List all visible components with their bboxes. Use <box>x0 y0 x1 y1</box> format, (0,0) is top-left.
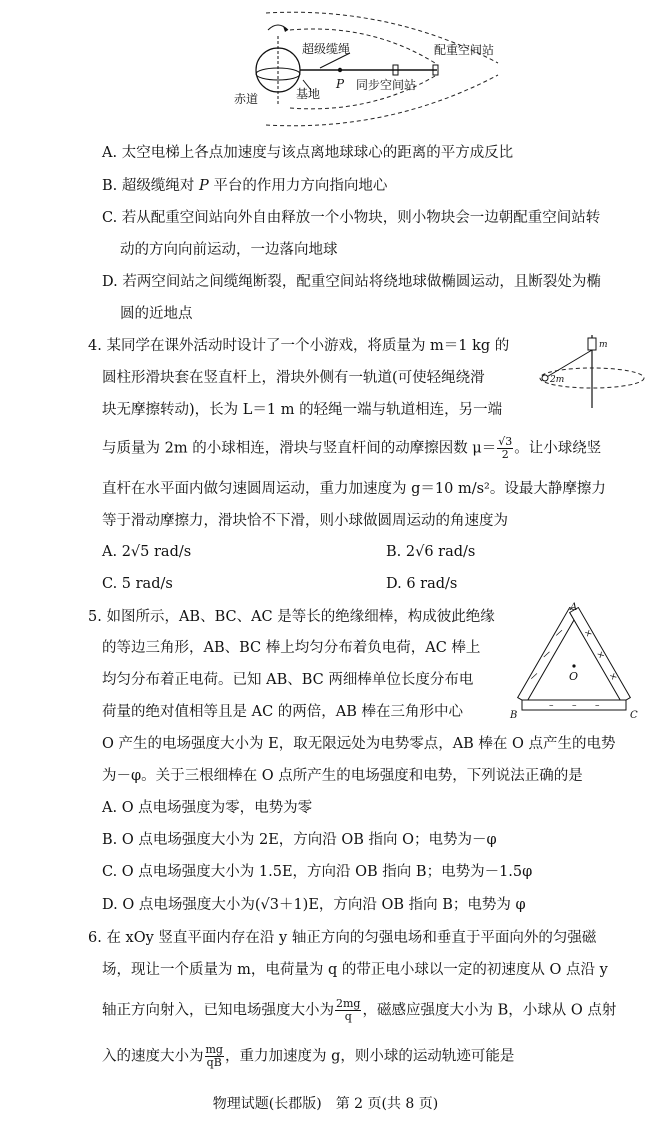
ball-shape <box>542 375 548 381</box>
label-c: C <box>630 710 638 721</box>
svg-text:/: / <box>542 650 551 661</box>
q5-stem-line2: 的等边三角形，AB、BC 棒上均匀分布着负电荷，AC 棒上 <box>102 640 481 656</box>
q5-stem-line5: O 产生的电场强度大小为 E，取无限远处为电势零点，AB 棒在 O 点产生的电势 <box>102 736 616 752</box>
q4-stem-line5: 直杆在水平面内做匀速圆周运动，重力加速度为 g＝10 m/s²。设最大静摩擦力 <box>102 481 606 497</box>
label-2m: 2m <box>550 375 565 385</box>
q4-option-c: C. 5 rad/s <box>102 576 173 592</box>
q6-stem-line3: 轴正方向射入，已知电场强度大小为 $\frac{2mg}{q}$ ，磁感应强度大小为 B，小球从 O 点射 <box>102 997 617 1024</box>
page-footer: 物理试题(长郡版) 第 2 页(共 8 页) <box>212 1096 439 1112</box>
q4-option-a: A. 2√5 rad/s <box>102 544 192 560</box>
label-cable: 超级缆绳 <box>302 42 351 56</box>
q5-stem-line1: 5. 如图所示，AB、BC、AC 是等长的绝缘细棒，构成彼此绝缘 <box>88 609 495 625</box>
label-m: m <box>599 340 608 350</box>
label-a: A <box>570 602 578 613</box>
rod-ac <box>570 608 631 703</box>
q4-stem-line2: 圆柱形滑块套在竖直杆上，滑块外侧有一轨道(可使轻绳绕滑 <box>102 370 485 386</box>
svg-text:×: × <box>582 627 595 641</box>
q5-option-a: A. O 点电场强度为零，电势为零 <box>102 800 313 816</box>
label-sync: 同步空间站 <box>356 78 417 92</box>
q5-stem-line6: 为－φ。关于三根细棒在 O 点所产生的电场强度和电势，下列说法正确的是 <box>102 768 583 784</box>
q4-stem-line4: 与质量为 2m 的小球相连，滑块与竖直杆间的动摩擦因数 μ＝ $\frac{√3}{2}$ 。让小球绕竖 <box>102 435 602 462</box>
q5-stem-line4: 荷量的绝对值相等且是 AC 的两倍，AB 棒在三角形中心 <box>102 704 464 720</box>
q4-rotating-ball-figure <box>537 330 647 410</box>
q3-option-d-line1: D. 若两空间站之间缆绳断裂，配重空间站将绕地球做椭圆运动，且断裂处为椭 <box>102 274 601 290</box>
slider-block <box>588 338 596 350</box>
q3-option-a: A. 太空电梯上各点加速度与该点离地球球心的距离的平方成反比 <box>102 145 514 161</box>
q6-stem-line1: 6. 在 xOy 竖直平面内存在沿 y 轴正方向的匀强电场和垂直于平面向外的匀强磁 <box>88 930 597 946</box>
q3-option-c-line2: 动的方向向前运动，一边落向地球 <box>120 242 338 258</box>
q4-stem-line1: 4. 某同学在课外活动时设计了一个小游戏，将质量为 m＝1 kg 的 <box>88 338 510 354</box>
svg-text:–: – <box>549 701 554 711</box>
svg-text:×: × <box>607 670 620 684</box>
label-b: B <box>510 710 518 721</box>
rod-ab <box>518 608 579 703</box>
q3-option-b: B. 超级缆绳对 P 平台的作用力方向指向地心 <box>102 178 388 194</box>
label-o: O <box>569 670 579 683</box>
q4-option-d: D. 6 rad/s <box>386 576 458 592</box>
svg-text:/: / <box>529 671 538 682</box>
q6-stem-line4: 入的速度大小为 $\frac{mg}{qB}$ ，重力加速度为 g，则小球的运动轨迹可能是 <box>102 1043 515 1070</box>
label-base: 基地 <box>296 87 321 101</box>
q5-option-b: B. O 点电场强度大小为 2E，方向沿 OB 指向 O；电势为－φ <box>102 832 497 848</box>
q5-stem-line3: 均匀分布着正电荷。已知 AB、BC 两细棒单位长度分布电 <box>102 672 474 688</box>
space-elevator-figure <box>230 8 510 130</box>
svg-text:–: – <box>595 701 600 711</box>
svg-text:/: / <box>554 628 563 639</box>
label-counterweight: 配重空间站 <box>434 43 495 57</box>
label-equator: 赤道 <box>234 92 259 106</box>
q5-option-c: C. O 点电场强度大小为 1.5E，方向沿 OB 指向 B；电势为－1.5φ <box>102 864 533 880</box>
svg-text:×: × <box>595 649 607 662</box>
q5-option-d: D. O 点电场强度大小为(√3＋1)E，方向沿 OB 指向 B；电势为 φ <box>102 897 526 913</box>
q3-option-d-line2: 圆的近地点 <box>120 306 193 322</box>
q4-stem-line3: 块无摩擦转动)，长为 L＝1 m 的轻绳一端与轨道相连，另一端 <box>102 402 503 418</box>
svg-text:–: – <box>572 701 577 711</box>
q4-stem-line6: 等于滑动摩擦力，滑块恰不下滑，则小球做圆周运动的角速度为 <box>102 513 508 529</box>
q6-stem-line2: 场，现让一个质量为 m，电荷量为 q 的带正电小球以一定的初速度从 O 点沿 y <box>102 962 608 978</box>
label-p: P <box>336 77 345 91</box>
center-point <box>572 664 575 667</box>
q3-option-c-line1: C. 若从配重空间站向外自由释放一个小物块，则小物块会一边朝配重空间站转 <box>102 210 601 226</box>
q4-option-b: B. 2√6 rad/s <box>386 544 476 560</box>
q5-triangle-figure <box>504 600 644 725</box>
